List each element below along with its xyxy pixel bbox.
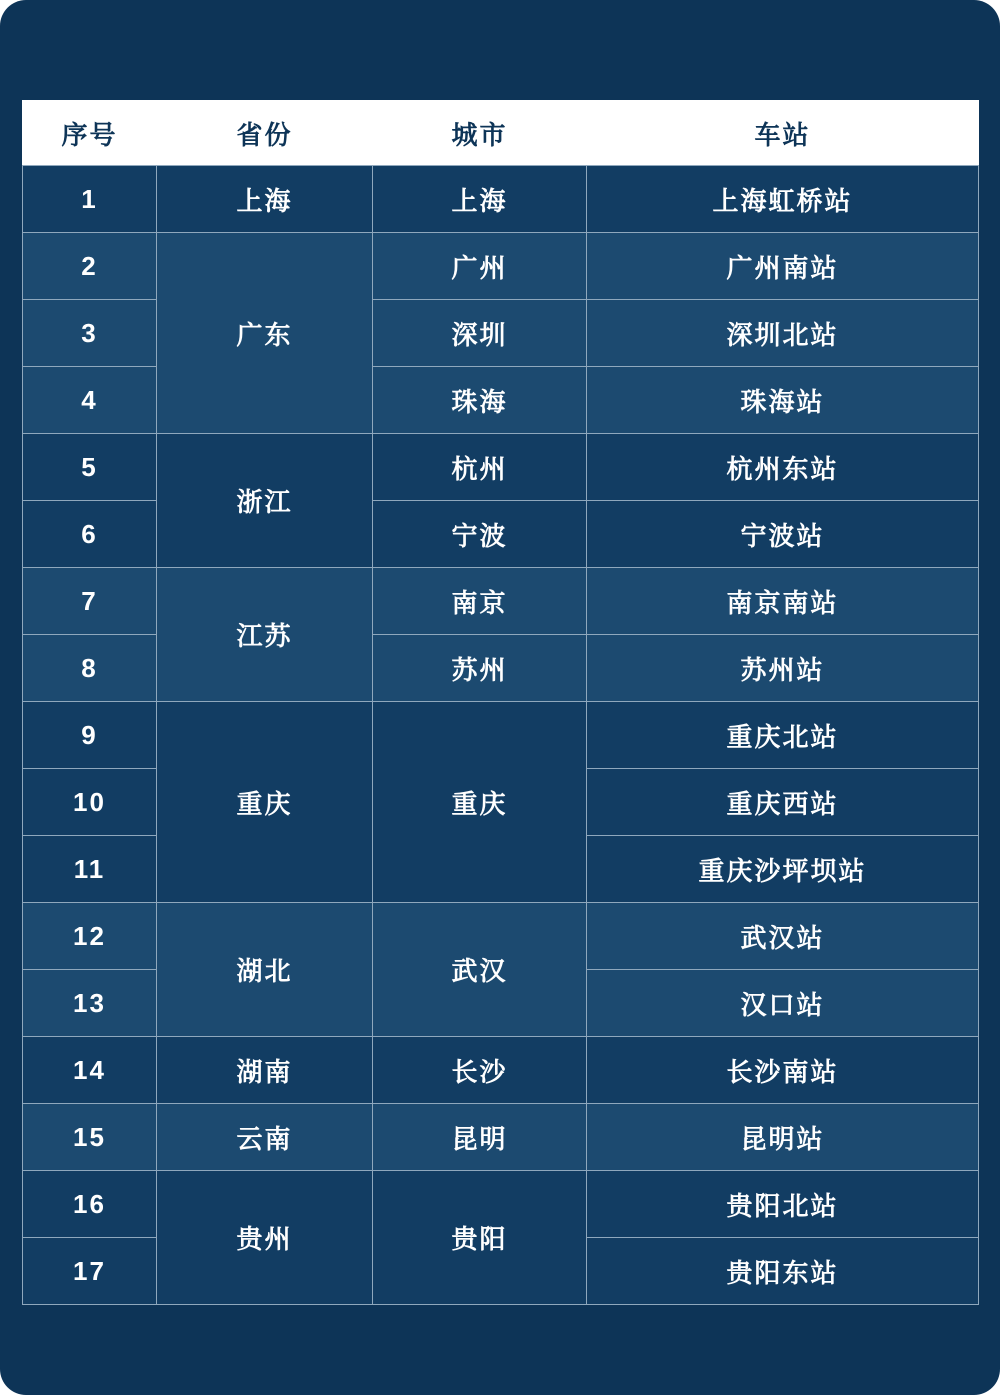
cell-city: 上海	[373, 166, 587, 233]
cell-station: 上海虹桥站	[587, 166, 979, 233]
cell-station: 重庆北站	[587, 702, 979, 769]
column-header-index: 序号	[23, 101, 157, 166]
cell-index: 7	[23, 568, 157, 635]
cell-city: 宁波	[373, 501, 587, 568]
cell-city: 贵阳	[373, 1171, 587, 1305]
column-header-province: 省份	[157, 101, 373, 166]
table-row	[23, 1037, 979, 1104]
cell-index: 2	[23, 233, 157, 300]
cell-station: 重庆沙坪坝站	[587, 836, 979, 903]
cell-index: 8	[23, 635, 157, 702]
cell-province: 重庆	[157, 702, 373, 903]
column-header-station: 车站	[587, 101, 979, 166]
cell-province: 浙江	[157, 434, 373, 568]
table-row	[23, 568, 979, 635]
cell-station: 重庆西站	[587, 769, 979, 836]
cell-city: 南京	[373, 568, 587, 635]
table-row	[23, 434, 979, 501]
cell-station: 贵阳东站	[587, 1238, 979, 1305]
table-row	[23, 702, 979, 769]
cell-city: 广州	[373, 233, 587, 300]
station-table-container	[22, 100, 978, 1305]
cell-station: 苏州站	[587, 635, 979, 702]
cell-index: 1	[23, 166, 157, 233]
cell-index: 13	[23, 970, 157, 1037]
cell-city: 重庆	[373, 702, 587, 903]
cell-station: 南京南站	[587, 568, 979, 635]
cell-station: 杭州东站	[587, 434, 979, 501]
cell-province: 湖北	[157, 903, 373, 1037]
cell-index: 5	[23, 434, 157, 501]
table-row	[23, 1104, 979, 1171]
cell-city: 长沙	[373, 1037, 587, 1104]
cell-city: 深圳	[373, 300, 587, 367]
cell-index: 3	[23, 300, 157, 367]
cell-index: 14	[23, 1037, 157, 1104]
table-row	[23, 233, 979, 300]
cell-province: 湖南	[157, 1037, 373, 1104]
cell-city: 昆明	[373, 1104, 587, 1171]
cell-station: 武汉站	[587, 903, 979, 970]
cell-index: 9	[23, 702, 157, 769]
table-body	[23, 166, 979, 1305]
cell-index: 6	[23, 501, 157, 568]
table-header	[23, 101, 979, 166]
cell-city: 武汉	[373, 903, 587, 1037]
cell-city: 珠海	[373, 367, 587, 434]
cell-index: 16	[23, 1171, 157, 1238]
cell-index: 12	[23, 903, 157, 970]
cell-station: 昆明站	[587, 1104, 979, 1171]
cell-city: 杭州	[373, 434, 587, 501]
station-table	[22, 100, 979, 1305]
cell-station: 珠海站	[587, 367, 979, 434]
table-row	[23, 903, 979, 970]
cell-index: 11	[23, 836, 157, 903]
cell-station: 深圳北站	[587, 300, 979, 367]
column-header-city: 城市	[373, 101, 587, 166]
cell-station: 长沙南站	[587, 1037, 979, 1104]
cell-index: 17	[23, 1238, 157, 1305]
cell-index: 4	[23, 367, 157, 434]
cell-station: 宁波站	[587, 501, 979, 568]
cell-province: 云南	[157, 1104, 373, 1171]
cell-province: 上海	[157, 166, 373, 233]
cell-province: 江苏	[157, 568, 373, 702]
cell-station: 汉口站	[587, 970, 979, 1037]
cell-index: 15	[23, 1104, 157, 1171]
table-row	[23, 166, 979, 233]
table-row	[23, 1171, 979, 1238]
cell-province: 广东	[157, 233, 373, 434]
cell-index: 10	[23, 769, 157, 836]
cell-station: 贵阳北站	[587, 1171, 979, 1238]
table-header-row	[23, 101, 979, 166]
cell-city: 苏州	[373, 635, 587, 702]
cell-station: 广州南站	[587, 233, 979, 300]
cell-province: 贵州	[157, 1171, 373, 1305]
